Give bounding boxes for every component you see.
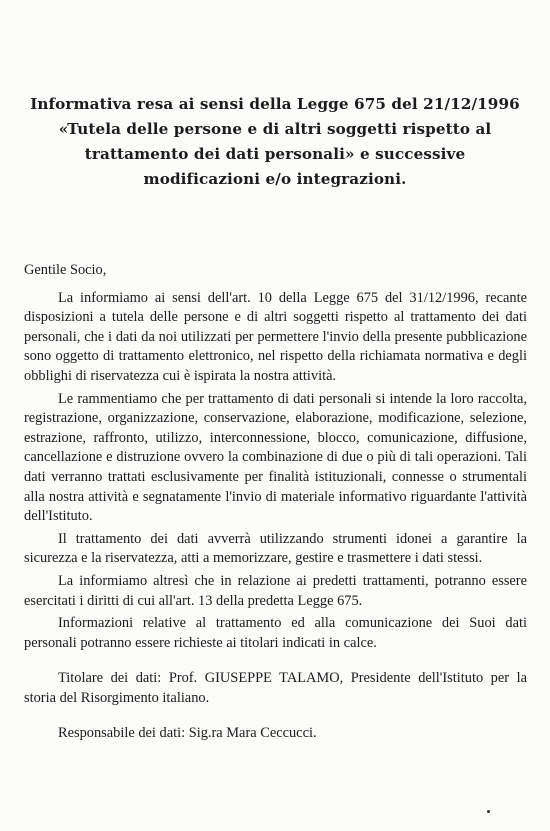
document-body xyxy=(24,261,527,747)
title-line-1: Informativa resa ai sensi della Legge 675 del 21/12/1996 xyxy=(30,95,520,113)
title-line-4: modificazioni e/o integrazioni. xyxy=(143,170,407,188)
responsabile-dati: Responsabile dei dati: Sig.ra Mara Ceccucci. xyxy=(58,725,317,742)
paragraph-informativa: La informiamo ai sensi dell'art. 10 della Legge 675 del 31/12/1996, recante disposizioni a tutela delle persone e di altri soggetti rispetto al trattamento dei dati personali, che i dati da noi utilizzati per permettere l'invio della presente pubblicazione sono oggetto di trattamento elettronico, nel rispetto della richiamata normativa e degli obblighi di riservatezza cui è ispirata la nostra attività. xyxy=(24,289,527,384)
paragraph-definizione-trattamento: Le rammentiamo che per trattamento di dati personali si intende la loro raccolta, registrazione, organizzazione, conservazione, elaborazione, modificazione, selezione, estrazione, raffronto, utilizzo, interconnessione, blocco, comunicazione, diffusione, cancellazione e distruzione ovvero la combinazione di due o più di tali operazioni. Tali dati verranno trattati esclusivamente per finalità istituzionali, connesse o strumentali alla nostra attività e segnatamente l'invio di materiale informativo riguardante l'attività dell'Istituto. xyxy=(24,390,527,525)
titolare-dati: Titolare dei dati: Prof. GIUSEPPE TALAMO, Presidente dell'Istituto per la storia del Risorgimento italiano. xyxy=(24,670,527,706)
page-speck xyxy=(487,810,490,813)
title-line-2: «Tutela delle persone e di altri soggetti rispetto al xyxy=(58,120,492,138)
paragraph-informazioni: Informazioni relative al trattamento ed alla comunicazione dei Suoi dati personali potranno essere richieste ai titolari indicati in calce. xyxy=(24,615,527,651)
paragraph-sicurezza: Il trattamento dei dati avverrà utilizzando strumenti idonei a garantire la sicurezza e la riservatezza, atti a memorizzare, gestire e trasmettere i dati stessi. xyxy=(24,530,527,567)
paragraph-diritti: La informiamo altresì che in relazione ai predetti trattamenti, potranno essere esercitati i diritti di cui all'art. 13 della predetta Legge 675. xyxy=(24,572,527,609)
document-title xyxy=(20,92,530,192)
greeting: Gentile Socio, xyxy=(24,262,107,278)
title-line-3: trattamento dei dati personali» e successive xyxy=(84,145,466,163)
